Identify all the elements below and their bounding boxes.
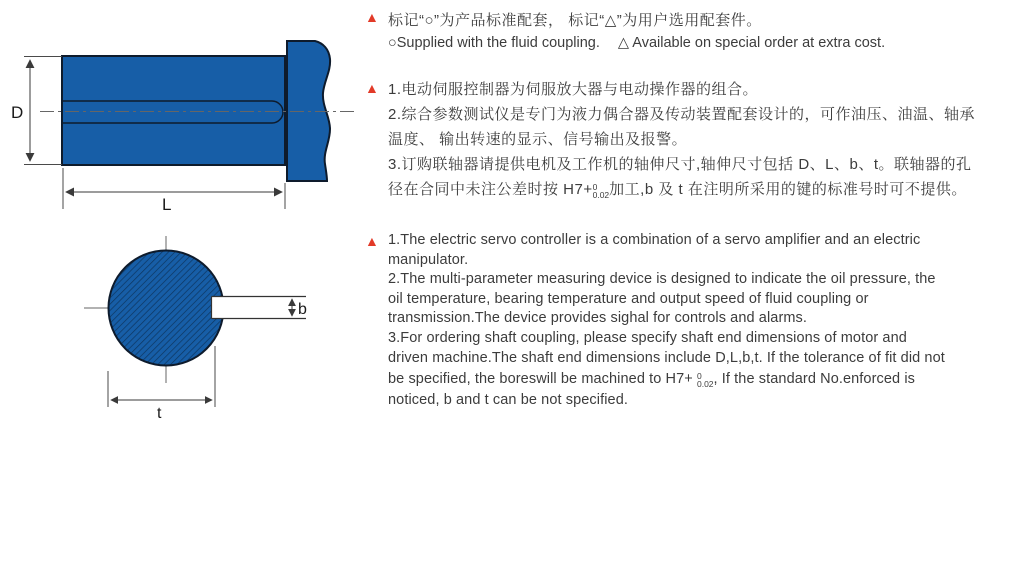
shaft-side-view-diagram	[0, 0, 360, 220]
zh-h7-post: 加工,b 及 t 在注明所采用的键的标准号时可不提供。	[609, 181, 967, 198]
red-triangle-icon: ▲	[365, 80, 380, 96]
en-note-2: 2.The multi-parameter measuring device is designed to indicate the oil pressure, the	[388, 271, 936, 288]
en-note-1-cont: manipulator.	[388, 251, 469, 268]
zh-note-1: 1.电动伺服控制器为伺服放大器与电动操作器的组合。	[388, 81, 759, 98]
red-triangle-icon: ▲	[365, 9, 379, 25]
en-h7-pre: be specified, the boreswill be machined to H7+	[388, 371, 697, 388]
tolerance-stack	[593, 183, 610, 199]
chinese-notes-block	[364, 77, 975, 202]
en-note-2-cont2: transmission.The device provides sighal for controls and alarms.	[388, 310, 808, 327]
en-note-2-cont: oil temperature, bearing temperature and output speed of fluid coupling or	[388, 290, 869, 307]
tolerance-sub: 0.02	[696, 379, 714, 390]
tolerance-stack	[697, 372, 714, 388]
en-note-3-cont: driven machine.The shaft end dimensions include D,L,b,t. If the tolerance of fit did not	[388, 349, 945, 366]
d-dimension-label: D	[11, 103, 24, 122]
tolerance-sup: 0	[696, 371, 702, 382]
en-note-3: 3.For ordering shaft coupling, please specify shaft end dimensions of motor and	[388, 329, 907, 346]
tolerance-sup: 0	[592, 182, 598, 192]
shaft-section-circle	[109, 251, 224, 366]
legend-block	[364, 9, 885, 55]
en-h7-post: , If the standard No.enforced is	[713, 371, 916, 388]
red-triangle-icon: ▲	[365, 233, 379, 249]
english-notes-block	[364, 231, 945, 411]
legend-line-en	[388, 32, 885, 55]
l-dimension-label: L	[162, 195, 172, 214]
b-dimension-label: b	[298, 301, 307, 318]
en-note-3-cont2	[388, 368, 945, 391]
tolerance-sub: 0.02	[592, 190, 610, 200]
t-dimension-label: t	[157, 405, 162, 422]
en-note-1: 1.The electric servo controller is a combination of a servo amplifier and an electric	[388, 232, 921, 248]
zh-note-3-cont	[388, 177, 975, 202]
zh-h7-pre: 径在合同中未注公差时按 H7+	[388, 181, 593, 198]
zh-note-2: 2.综合参数测试仪是专门为液力偶合器及传动装置配套设计的，可作油压、油温、轴承	[388, 106, 976, 123]
zh-note-2-cont: 温度、 输出转速的显示、信号输出及报警。	[388, 131, 688, 148]
legend-optional-text: △ Available on special order at extra cost.	[617, 35, 886, 51]
legend-standard-text: ○Supplied with the fluid coupling.	[388, 35, 600, 51]
shaft-cross-section-diagram	[60, 230, 320, 425]
legend-line-zh: 标记“○”为产品标准配套， 标记“△”为用户选用配套件。	[388, 12, 762, 29]
shaft-rect	[62, 56, 285, 165]
en-note-3-cont3: noticed, b and t can be not specified.	[388, 392, 628, 409]
zh-note-3: 3.订购联轴器请提供电机及工作机的轴伸尺寸,轴伸尺寸包括 D、L、b、t。联轴器的孔	[388, 156, 972, 173]
